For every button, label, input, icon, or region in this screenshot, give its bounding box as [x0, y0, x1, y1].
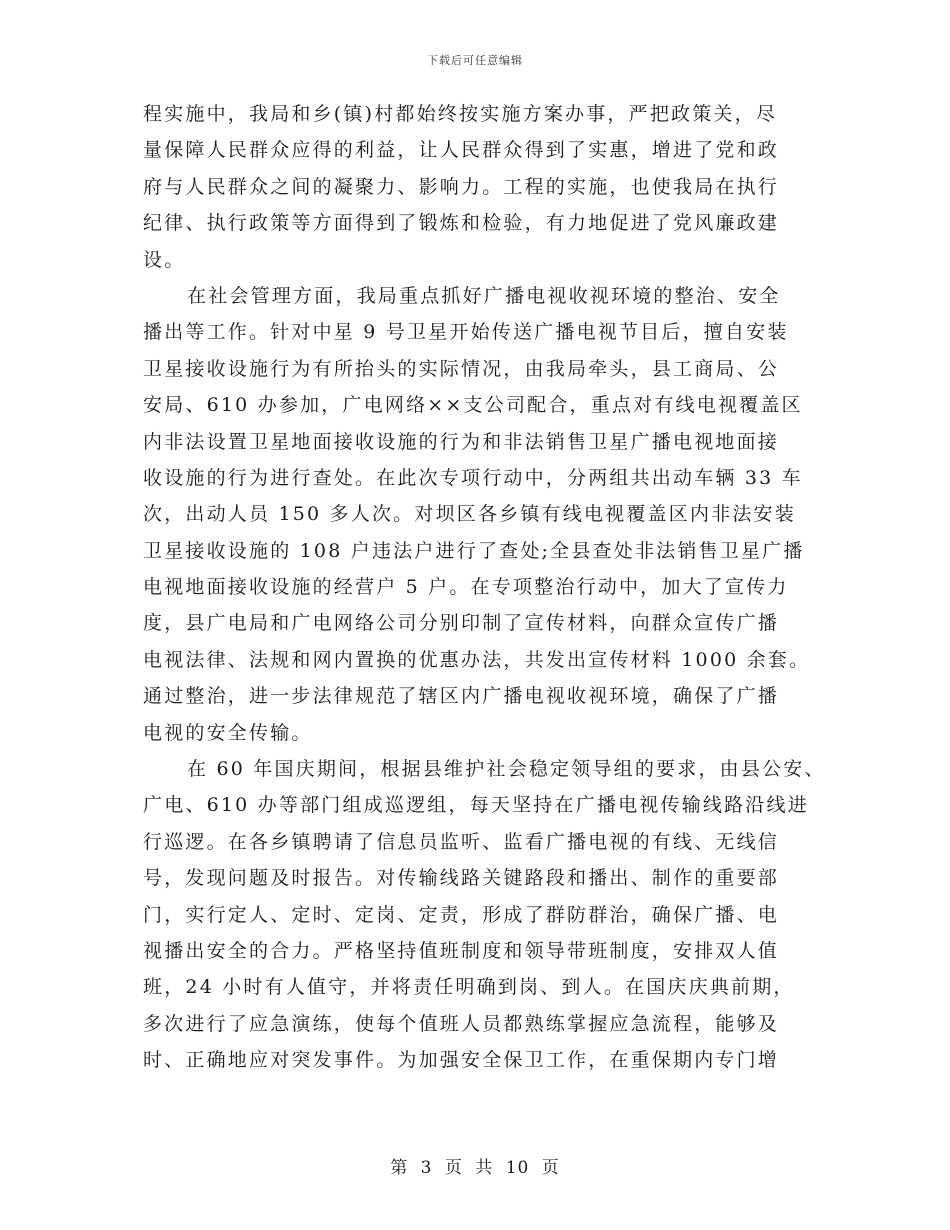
text-line: 号，发现问题及时报告。对传输线路关键路段和播出、制作的重要部 [143, 867, 780, 890]
text-line: 收设施的行为进行查处。在此次专项行动中，分两组共出动车辆 33 车 [143, 466, 803, 489]
text-line: 多次进行了应急演练，使每个值班人员都熟练掌握应急流程，能够及 [143, 1012, 780, 1035]
text-line: 通过整治，进一步法律规范了辖区内广播电视收视环境，确保了广播 [143, 685, 780, 708]
text-line: 次，出动人员 150 多人次。对坝区各乡镇有线电视覆盖区内非法安装 [143, 503, 796, 526]
text-line: 卫星接收设施的 108 户违法户进行了查处;全县查处非法销售卫星广播 [143, 539, 805, 562]
text-line: 卫星接收设施行为有所抬头的实际情况，由我局牵头，县工商局、公 [143, 357, 780, 380]
page-header: 下载后可任意编辑 [427, 54, 523, 67]
text-line: 广电、610 办等部门组成巡逻组，每天坚持在广播电视传输线路沿线进 [143, 794, 809, 817]
text-line: 视播出安全的合力。严格坚持值班制度和领导带班制度，安排双人值 [143, 939, 780, 962]
document-body [143, 96, 826, 1079]
text-line: 电视的安全传输。 [143, 721, 313, 744]
text-line: 纪律、执行政策等方面得到了锻炼和检验，有力地促进了党风廉政建 [143, 212, 780, 235]
text-line: 度，县广电局和广电网络公司分别印制了宣传材料，向群众宣传广播 [143, 612, 780, 635]
text-line: 播出等工作。针对中星 9 号卫星开始传送广播电视节目后，擅自安装 [143, 321, 789, 344]
text-line: 设。 [143, 248, 186, 271]
text-line: 安局、610 办参加，广电网络××支公司配合，重点对有线电视覆盖区 [143, 394, 803, 417]
text-line: 府与人民群众之间的凝聚力、影响力。工程的实施，也使我局在执行 [143, 175, 780, 198]
text-line: 门，实行定人、定时、定岗、定责，形成了群防群治，确保广播、电 [143, 903, 780, 926]
text-line: 量保障人民群众应得的利益，让人民群众得到了实惠，增进了党和政 [143, 139, 780, 162]
text-line: 在社会管理方面，我局重点抓好广播电视收视环境的整治、安全 [187, 284, 781, 307]
text-line: 时、正确地应对突发事件。为加强安全保卫工作，在重保期内专门增 [143, 1049, 780, 1072]
text-line: 在 60 年国庆期间，根据县维护社会稳定领导组的要求，由县公安、 [187, 758, 826, 781]
text-line: 班，24 小时有人值守，并将责任明确到岗、到人。在国庆庆典前期， [143, 976, 795, 999]
text-line: 电视地面接收设施的经营户 5 户。在专项整治行动中，加大了宣传力 [143, 576, 789, 599]
page-footer: 第 3 页 共 10 页 [390, 1158, 560, 1178]
text-line: 内非法设置卫星地面接收设施的行为和非法销售卫星广播电视地面接 [143, 430, 780, 453]
text-line: 程实施中，我局和乡(镇)村都始终按实施方案办事，严把政策关，尽 [143, 103, 778, 125]
text-line: 行巡逻。在各乡镇聘请了信息员监听、监看广播电视的有线、无线信 [143, 830, 780, 853]
text-line: 电视法律、法规和网内置换的优惠办法，共发出宣传材料 1000 余套。 [143, 648, 811, 671]
